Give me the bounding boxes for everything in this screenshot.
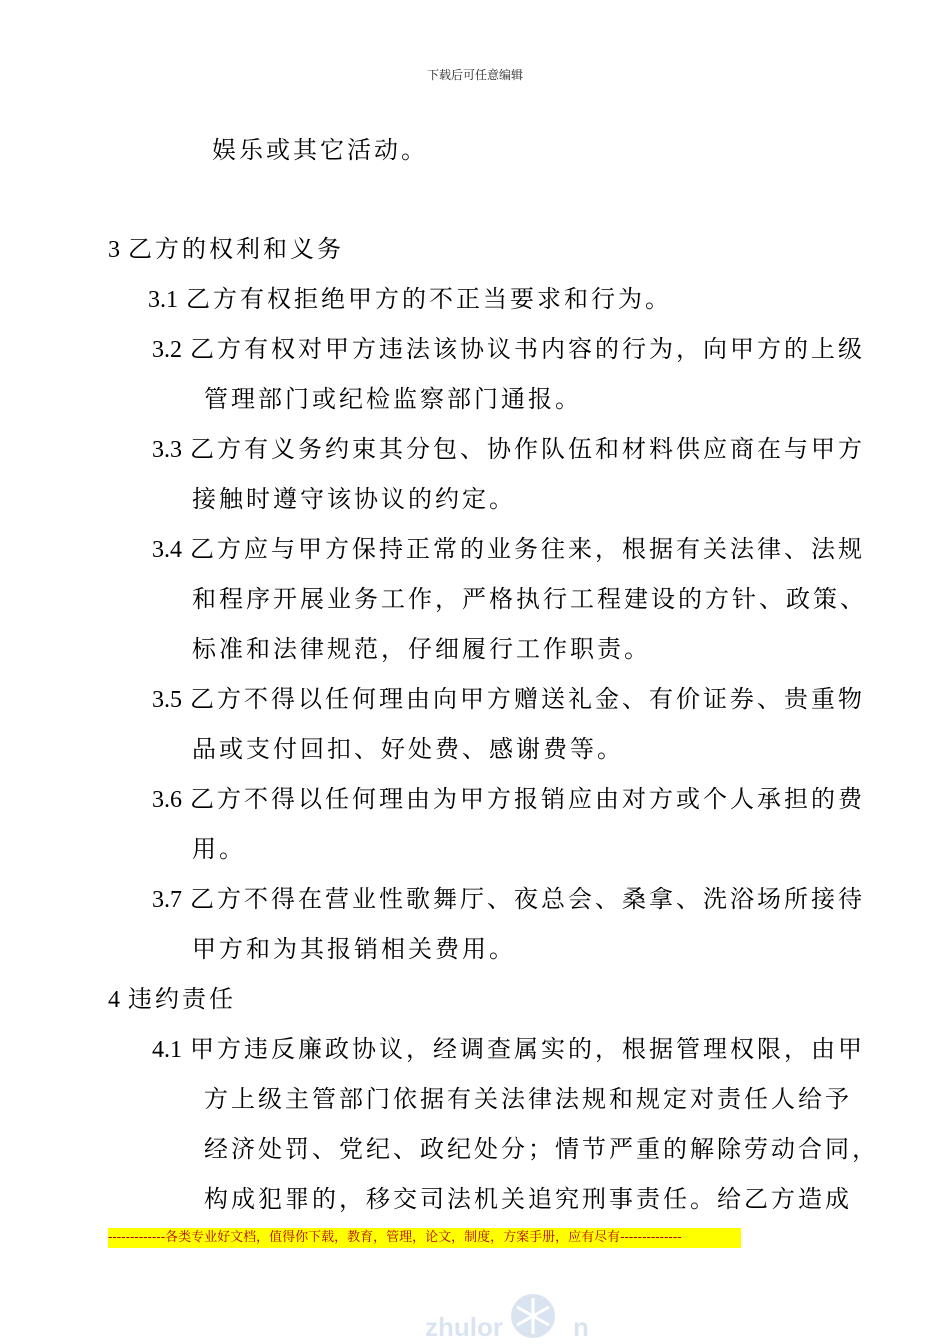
clause	[152, 684, 865, 715]
watermark-logo	[305, 1288, 725, 1344]
clause-number: 3.3	[152, 437, 182, 463]
clause-text: 构成犯罪的，移交司法机关追究刑事责任。给乙方造成	[204, 1185, 852, 1213]
clause-text: 和程序开展业务工作，严格执行工程建设的方针、政策、	[192, 585, 867, 613]
clause	[152, 884, 865, 915]
clause-continuation	[192, 484, 516, 514]
clause-continuation	[192, 734, 624, 764]
section-heading	[108, 234, 344, 265]
clause-number: 3.6	[152, 787, 182, 813]
text-line	[212, 135, 428, 165]
clause-number: 4.1	[152, 1037, 182, 1063]
clause-continuation	[192, 934, 516, 964]
clause	[152, 1034, 865, 1065]
clause	[152, 334, 865, 365]
section-title: 违约责任	[128, 985, 236, 1013]
clause-number: 3.2	[152, 337, 182, 363]
snowflake-icon	[505, 1288, 561, 1344]
line-text: 娱乐或其它活动。	[212, 136, 428, 164]
clause-text: 标准和法律规范，仔细履行工作职责。	[192, 635, 651, 663]
clause-text: 经济处罚、党纪、政纪处分；情节严重的解除劳动合同，	[204, 1135, 879, 1163]
clause-continuation	[204, 1134, 879, 1164]
clause-continuation	[192, 584, 867, 614]
clause-text: 乙方不得在营业性歌舞厅、夜总会、桑拿、洗浴场所接待	[190, 885, 865, 913]
section-number: 3	[108, 237, 120, 263]
clause-text: 品或支付回扣、好处费、感谢费等。	[192, 735, 624, 763]
clause-text: 管理部门或纪检监察部门通报。	[204, 385, 582, 413]
section-number: 4	[108, 987, 120, 1013]
clause-continuation	[204, 1184, 852, 1214]
section-title: 乙方的权利和义务	[128, 235, 344, 263]
clause-text: 乙方有权拒绝甲方的不正当要求和行为。	[186, 285, 672, 313]
watermark-text: zhulor	[425, 1312, 503, 1342]
clause-text: 乙方应与甲方保持正常的业务往来，根据有关法律、法规	[190, 535, 865, 563]
clause	[152, 534, 865, 565]
clause	[152, 784, 865, 815]
clause-text: 方上级主管部门依据有关法律法规和规定对责任人给予	[204, 1085, 852, 1113]
clause-number: 3.7	[152, 887, 182, 913]
clause-continuation	[192, 834, 246, 864]
section-heading	[108, 984, 236, 1015]
clause-text: 乙方有义务约束其分包、协作队伍和材料供应商在与甲方	[190, 435, 865, 463]
clause-number: 3.5	[152, 687, 182, 713]
clause-text: 接触时遵守该协议的约定。	[192, 485, 516, 513]
clause-text: 乙方不得以任何理由为甲方报销应由对方或个人承担的费	[190, 785, 865, 813]
clause-text: 乙方不得以任何理由向甲方赠送礼金、有价证券、贵重物	[190, 685, 865, 713]
clause-text: 用。	[192, 835, 246, 863]
clause	[148, 284, 672, 315]
footer-banner: -------------各类专业好文档，值得你下载，教育，管理，论文，制度，方案手册，应有尽有--------------	[108, 1228, 741, 1248]
clause-continuation	[204, 1084, 852, 1114]
clause-text: 甲方违反廉政协议，经调查属实的，根据管理权限，由甲	[190, 1035, 865, 1063]
page-header: 下载后可任意编辑	[426, 68, 523, 82]
clause-text: 乙方有权对甲方违法该协议书内容的行为，向甲方的上级	[190, 335, 865, 363]
clause-continuation	[192, 634, 651, 664]
clause-text: 甲方和为其报销相关费用。	[192, 935, 516, 963]
clause-number: 3.4	[152, 537, 182, 563]
clause-number: 3.1	[148, 287, 178, 313]
clause-continuation	[204, 384, 582, 414]
watermark-text-suffix: n	[573, 1312, 589, 1342]
clause	[152, 434, 865, 465]
